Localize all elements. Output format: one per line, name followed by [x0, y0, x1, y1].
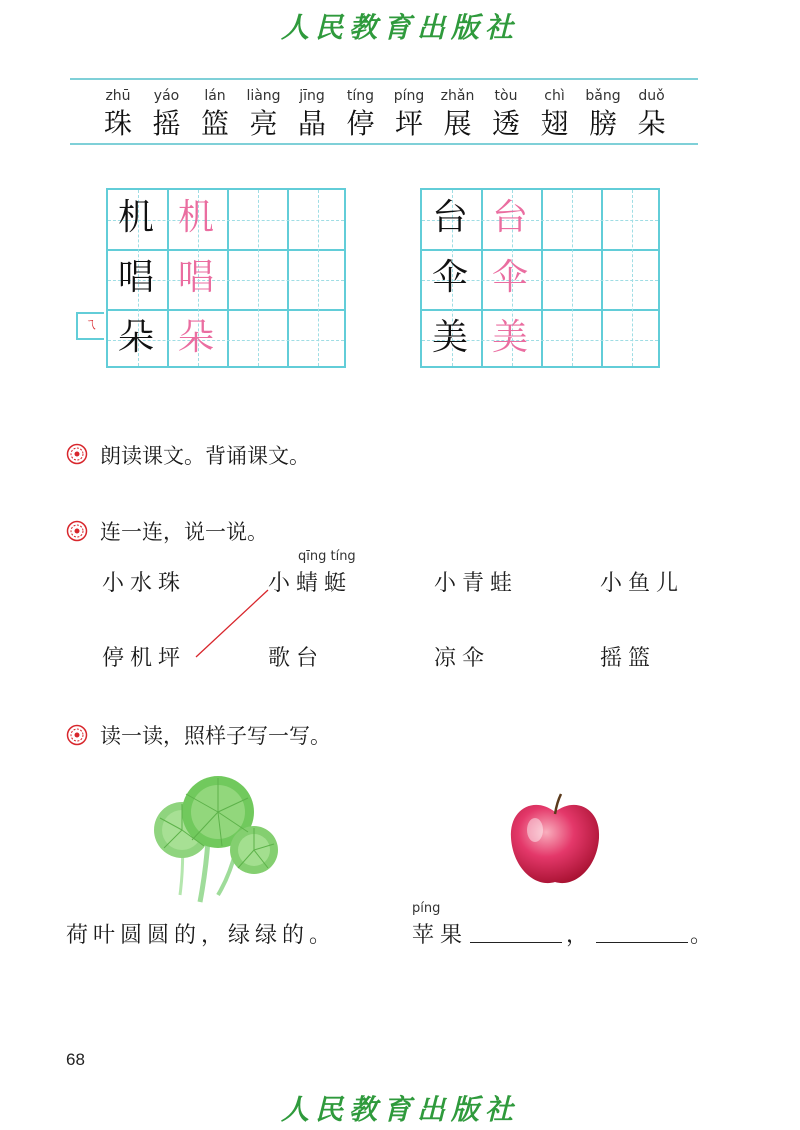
empty-practice-cell[interactable] — [228, 250, 288, 310]
vocab-pinyin: tíng — [346, 88, 375, 104]
apple-prompt: 苹果 — [412, 923, 469, 948]
vocab-char: 朵 — [637, 107, 666, 140]
trace-char: 机 — [177, 197, 214, 238]
writing-grid-left — [106, 188, 346, 368]
vocab-char: 透 — [491, 107, 520, 140]
vocab-pinyin: zhǎn — [440, 88, 475, 104]
trace-char: 唱 — [177, 257, 214, 298]
vocab-char: 展 — [443, 107, 472, 140]
match-word-bottom-2: 歌台 — [268, 646, 325, 671]
vocab-pinyin: yáo — [153, 88, 180, 104]
section3-title: 读一读，照样子写一写。 — [100, 724, 331, 748]
vocab-char: 坪 — [394, 107, 423, 140]
section1-text: 朗读课文。背诵课文。 — [100, 444, 310, 468]
trace-char: 美 — [491, 317, 528, 358]
match-word-top-2: 小蜻蜓 — [268, 571, 353, 596]
publisher-logo-bottom: 人民教育出版社 — [280, 1093, 519, 1126]
section-bullet-icon — [66, 443, 88, 465]
model-char: 机 — [117, 197, 154, 238]
ping-pinyin: píng — [412, 901, 441, 916]
model-char: 伞 — [431, 257, 468, 298]
vocab-pinyin: liàng — [246, 88, 281, 104]
empty-practice-cell[interactable] — [602, 190, 662, 250]
answer-blank-1[interactable] — [470, 942, 562, 943]
vocab-item — [622, 86, 682, 142]
match-word-top-3: 小青蛙 — [434, 571, 519, 596]
band-bottom-line — [70, 143, 698, 145]
trace-char: 朵 — [177, 317, 214, 358]
match-word-top-4: 小鱼儿 — [600, 571, 685, 596]
vocab-char: 膀 — [588, 107, 617, 140]
stroke-hint-box: ㄟ — [76, 312, 104, 340]
writing-grid-right — [420, 188, 660, 368]
trace-char: 伞 — [491, 257, 528, 298]
page-number: 68 — [66, 1050, 85, 1069]
model-char: 美 — [431, 317, 468, 358]
empty-practice-cell[interactable] — [288, 190, 348, 250]
vocab-char: 摇 — [152, 107, 181, 140]
vocab-char: 亮 — [249, 107, 278, 140]
empty-practice-cell[interactable] — [288, 310, 348, 370]
match-word-bottom-3: 凉伞 — [434, 646, 491, 671]
empty-practice-cell[interactable] — [602, 250, 662, 310]
match-word-bottom-4: 摇篮 — [600, 646, 657, 671]
lotus-leaf-illustration — [148, 770, 283, 905]
vocab-pinyin: jīng — [299, 88, 325, 104]
vocab-char: 篮 — [200, 107, 229, 140]
vocab-char: 停 — [346, 107, 375, 140]
section-bullet-icon — [66, 724, 88, 746]
vocab-pinyin: zhū — [105, 88, 131, 104]
empty-practice-cell[interactable] — [288, 250, 348, 310]
vocab-char: 晶 — [297, 107, 326, 140]
vocab-pinyin: bǎng — [585, 88, 621, 104]
empty-practice-cell[interactable] — [602, 310, 662, 370]
section2-title: 连一连，说一说。 — [100, 520, 268, 544]
empty-practice-cell[interactable] — [542, 310, 602, 370]
empty-practice-cell[interactable] — [228, 190, 288, 250]
vocab-pinyin: chì — [544, 88, 565, 104]
publisher-logo-top: 人民教育出版社 — [280, 11, 519, 44]
blank-comma: ， — [566, 923, 595, 948]
vocab-pinyin: tòu — [494, 88, 518, 104]
vocab-pinyin: duǒ — [638, 88, 665, 104]
blank-period: 。 — [690, 923, 719, 948]
qingting-pinyin: qīng tíng — [298, 549, 356, 564]
section-bullet-icon — [66, 520, 88, 542]
answer-blank-2[interactable] — [596, 942, 688, 943]
model-char: 唱 — [117, 257, 154, 298]
model-char: 台 — [431, 197, 468, 238]
empty-practice-cell[interactable] — [542, 190, 602, 250]
trace-char: 台 — [491, 197, 528, 238]
empty-practice-cell[interactable] — [542, 250, 602, 310]
band-top-line — [70, 78, 698, 80]
model-char: 朵 — [117, 317, 154, 358]
match-word-bottom-1: 停机坪 — [102, 646, 187, 671]
vocab-char: 翅 — [540, 107, 569, 140]
example-sentence: 荷叶圆圆的，绿绿的。 — [66, 923, 337, 948]
match-word-top-1: 小水珠 — [102, 571, 187, 596]
vocab-pinyin: píng — [393, 88, 425, 104]
vocab-char: 珠 — [103, 107, 132, 140]
vocab-pinyin: lán — [204, 88, 226, 104]
empty-practice-cell[interactable] — [228, 310, 288, 370]
apple-illustration — [505, 790, 605, 890]
